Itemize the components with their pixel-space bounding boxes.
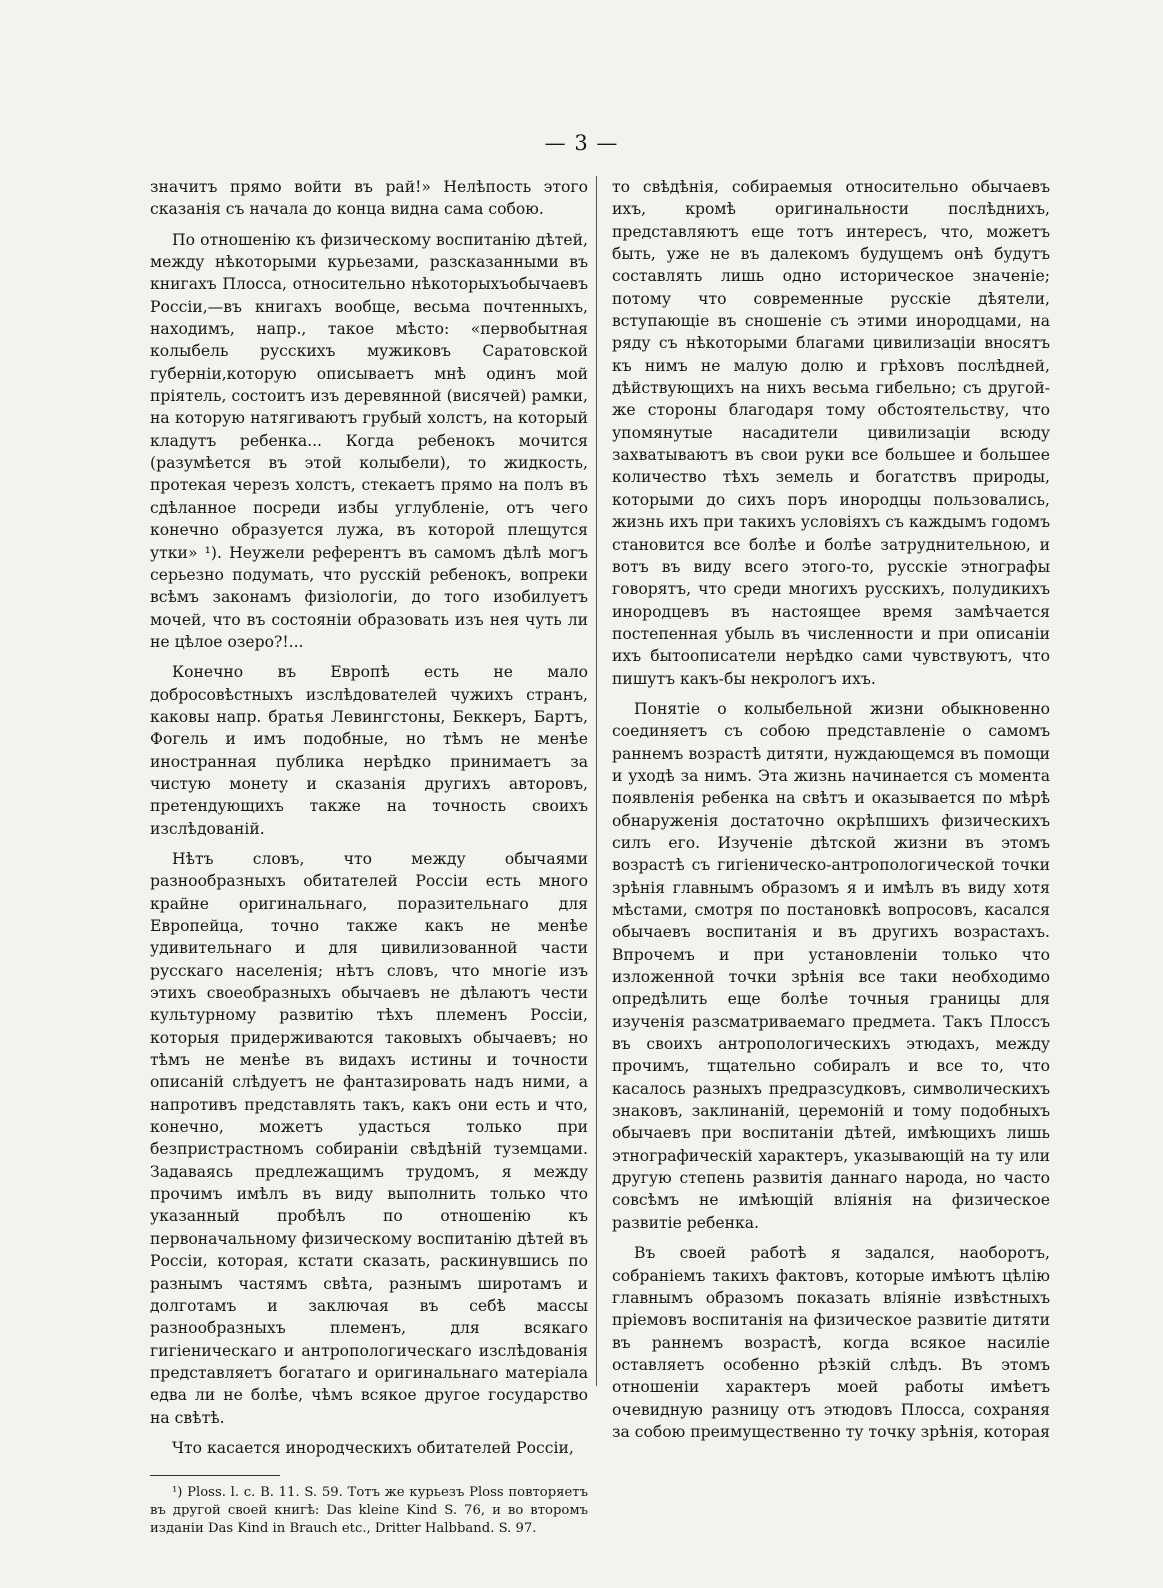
page-number: — 3 — <box>544 131 619 155</box>
paragraph-european-researchers: Конечно въ Европѣ есть не мало добросовѣстныхъ изслѣдователей чужихъ странъ, каковы напр. братья Левингстоны, Беккеръ, Бартъ, Фогель и имъ подобные, но тѣмъ не менѣе иностранная публика нерѣдко принимаетъ за чистую монету и сказанія другихъ авторовъ, претендующихъ также на точность своихъ изслѣдованій. <box>150 663 588 838</box>
column-divider <box>596 176 597 1386</box>
paragraph-physical-upbringing: По отношенію къ физическому воспитанію дѣтей, между нѣкоторыми курьезами, разсказанными въ книгахъ Плосса, относительно нѣкоторыхъобычаевъ Россіи,—въ книгахъ вообще, весьма почтенныхъ, находимъ, напр., такое мѣсто: «первобытная колыбель русскихъ мужиковъ Саратовской губерніи,которую описываетъ мнѣ одинъ мой пріятель, состоитъ изъ деревянной (висячей) рамки, на которую натягиваютъ грубый холстъ, на который кладутъ ребенка... Когда ребенокъ мочится (разумѣется въ этой колыбели), то жидкость, протекая черезъ холстъ, стекаетъ прямо на полъ въ сдѣланное посреди избы углубленіе, отъ чего конечно образуется лужа, въ которой плещутся утки» ¹). Неужели референтъ въ самомъ дѣлѣ могъ серьезно подумать, что русскій ребенокъ, вопреки всѣмъ законамъ физіологіи, до того изобилуетъ мочей, что въ состояніи образовать изъ нея чуть ли не цѣлое озеро?!... <box>150 230 588 651</box>
paragraph-inorodtsy: Что касается инородческихъ обитателей Россіи, <box>172 1438 574 1457</box>
paragraph-cradle-life: Понятіе о колыбельной жизни обыкновенно соединяетъ съ собою представленіе о самомъ раннемъ возрастѣ дитяти, нуждающемся въ помощи и уходѣ за нимъ. Эта жизнь начинается съ момента появленія ребенка на свѣтъ и оказывается по мѣрѣ обнаруженія достаточно окрѣпшихъ физическихъ силъ его. Изученіе дѣтской жизни въ этомъ возрастѣ съ гигіеническо-антропологической точки зрѣнія главнымъ образомъ я и имѣлъ въ виду хотя мѣстами, смотря по постановкѣ вопросовъ, касался обычаевъ воспитанія и въ другихъ возрастахъ. Впрочемъ и при установленіи только что изложенной точки зрѣнія все таки необходимо опредѣлить еще болѣе точныя границы для изученія разсматриваемаго предмета. Такъ Плоссъ въ своихъ антропологическихъ этюдахъ, между прочимъ, тщательно собиралъ и все то, что касалось разныхъ предразсудковъ, символическихъ знаковъ, заклинаній, церемоній и тому подобныхъ обычаевъ при воспитаніи дѣтей, имѣющихъ лишь этнографическій характеръ, указывающій на ту или другую степень развитія даннаго народа, но часто совсѣмъ не имѣющій вліянія на физическое развитіе ребенка. <box>612 699 1050 1232</box>
paragraph-my-work: Въ своей работѣ я задался, наоборотъ, собраніемъ такихъ фактовъ, которые имѣютъ цѣлію главнымъ образомъ показать вліяніе извѣстныхъ пріемовъ воспитанія на физическое развитіе дитяти въ раннемъ возрастѣ, когда всякое насиліе оставляетъ особенно рѣзкій слѣдъ. Въ этомъ отношеніи характеръ моей работы имѣетъ очевидную разницу отъ этюдовъ Плосса, сохраняя за собою преимущественно ту точку зрѣнія, которая <box>612 1244 1050 1441</box>
footnote-divider <box>150 1475 280 1476</box>
paragraph-customs: Нѣтъ словъ, что между обычаями разнообразныхъ обитателей Россіи есть много крайне оригинальнаго, поразительнаго для Европейца, точно также какъ не менѣе удивительнаго и для цивилизованной части русскаго населенія; нѣтъ словъ, что многіе изъ этихъ своеобразныхъ обычаевъ не дѣлаютъ чести культурному развитію тѣхъ племенъ Россіи, которыя придерживаются таковыхъ обычаевъ; но тѣмъ не менѣе въ видахъ истины и точности описаній слѣдуетъ не фантазировать надъ ними, а напротивъ представлять такъ, какъ они есть и что, конечно, можетъ удасться только при безпристрастномъ собираніи свѣдѣній туземцами. Задаваясь предлежащимъ трудомъ, я между прочимъ имѣлъ въ виду выполнить только что указанный пробѣлъ по отношенію къ первоначальному физическому воспитанію дѣтей въ Россіи, которая, кстати сказать, раскинувшись по разнымъ частямъ свѣта, разнымъ широтамъ и долготамъ и заключая въ себѣ массы разнообразныхъ племенъ, для всякаго гигіеническаго и антропологическаго изслѣдованія представляетъ богатаго и оригинальнаго матеріала едва ли не болѣе, чѣмъ всякое другое государство на свѣтѣ. <box>150 849 588 1427</box>
paragraph-continuation: значитъ прямо войти въ рай!» Нелѣпость этого сказанія съ начала до конца видна сама собою. <box>150 178 588 219</box>
footnote: ¹) Ploss. l. c. B. 11. S. 59. Тотъ же курьезъ Ploss повторяетъ въ другой своей книгѣ: Das kleine Kind S. 76, и во второмъ изданіи Das Kind in Brauch etc., Dritter Halbband. S. 97. <box>150 1485 588 1537</box>
right-column <box>612 176 1050 1451</box>
left-column <box>150 176 588 1546</box>
paragraph-information-continuation: то свѣдѣнія, собираемыя относительно обычаевъ ихъ, кромѣ оригинальности послѣднихъ, представляютъ еще тотъ интересъ, что, можетъ быть, уже не въ далекомъ будущемъ онѣ будутъ составлять лишь одно историческое значеніе; потому что современные русскіе дѣятели, вступающіе въ сношеніе съ этими инородцами, на ряду съ нѣкоторыми благами цивилизаціи вносятъ къ нимъ не малую долю и грѣховъ послѣдней, дѣйствующихъ на нихъ весьма гибельно; съ другой-же стороны благодаря тому обстоятельству, что упомянутые насадители цивилизаціи всюду захватываютъ въ свои руки все большее и большее количество тѣхъ земель и богатствъ природы, которыми до сихъ поръ инородцы пользовались, жизнь ихъ при такихъ условіяхъ съ каждымъ годомъ становится все болѣе и болѣе затруднительною, и вотъ въ виду всего этого-то, русскіе этнографы говорятъ, что среди многихъ русскихъ, полудикихъ инородцевъ въ настоящее время замѣчается постепенная убыль въ численности и при описаніи ихъ бытоописатели нерѣдко сами чувствуютъ, что пишутъ какъ-бы некрологъ ихъ. <box>612 178 1050 688</box>
